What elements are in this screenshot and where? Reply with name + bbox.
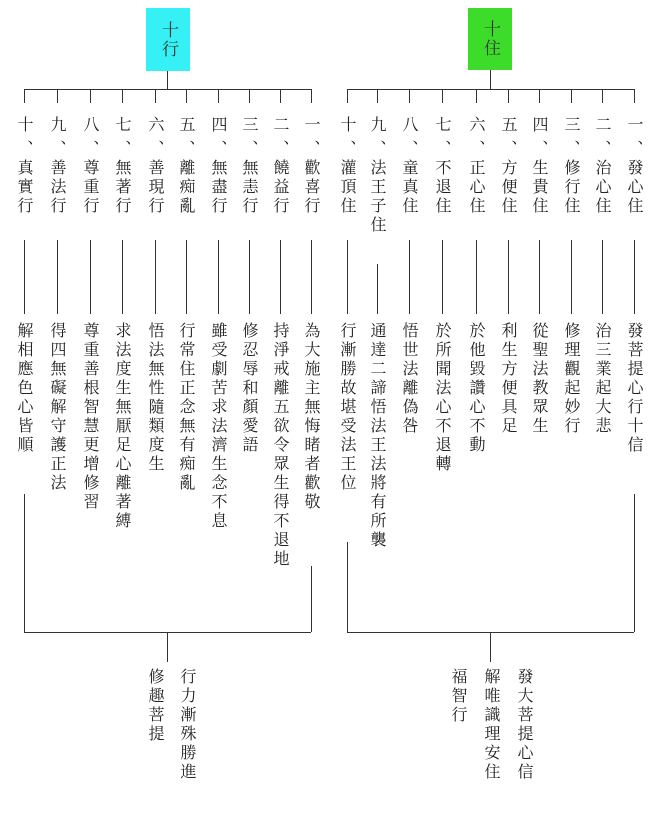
left_group-column-name: 、善法行 [48, 140, 67, 216]
right_group-column-desc: 於所聞法心不退轉 [433, 322, 452, 474]
left_group-column-connector [280, 240, 281, 314]
right_group-top-bracket [347, 89, 634, 90]
left_group-top-tick [24, 89, 25, 103]
left_group-column-number: 五 [177, 116, 196, 135]
left_group-column-connector [122, 240, 123, 314]
right_group-column-connector [508, 240, 509, 314]
left_group-top-tick [155, 89, 156, 103]
left_group-column-name: 、善現行 [146, 140, 165, 216]
right_group-column-desc: 於他毀讚心不動 [467, 322, 486, 455]
left_group-column-desc: 雖受劇苦求法濟生念不息 [209, 322, 228, 531]
right_group-top-tick [476, 89, 477, 103]
right_group-column-connector [476, 240, 477, 314]
left_group-column-desc: 解相應色心皆順 [15, 322, 34, 455]
right_group-top-tick [508, 89, 509, 103]
right_group-top-tick [442, 89, 443, 103]
right_group-column-desc: 利生方便具足 [499, 322, 518, 436]
left_group-column-name: 、歡喜行 [302, 140, 321, 216]
right_group-column-desc: 悟世法離偽咎 [400, 322, 419, 436]
left_group-column-name: 、尊重行 [81, 140, 100, 216]
right_group-column-number: 十 [338, 116, 357, 135]
left_group-column-desc: 求法度生無厭足心離著縛 [113, 322, 132, 531]
left_group-column-desc: 為大施主無悔睹者歡敬 [302, 322, 321, 512]
right_group-column-number: 七 [433, 116, 452, 135]
left_group-summary-text: 行力漸殊勝進 [178, 668, 197, 782]
left_group-column-number: 七 [113, 116, 132, 135]
left_group-column-name: 、無著行 [113, 140, 132, 216]
right_group-column-desc: 修理觀起妙行 [562, 322, 581, 436]
left_group-column-desc: 悟法無性隨類度生 [146, 322, 165, 474]
right_group-column-connector [602, 240, 603, 314]
right_group-column-number: 五 [499, 116, 518, 135]
right_group-column-name: 、治心住 [593, 140, 612, 216]
right_group-column-desc: 治三業起大悲 [593, 322, 612, 436]
left_group-column-connector [186, 240, 187, 314]
right_group-column-desc: 通達二諦悟法王法將有所襲 [368, 322, 387, 550]
right_group-column-desc: 行漸勝故堪受法王位 [338, 322, 357, 493]
left_group-top-tick [122, 89, 123, 103]
left_group-column-desc: 行常住正念無有痴亂 [177, 322, 196, 493]
right_group-top-tick [377, 89, 378, 103]
right_group-column-connector [409, 240, 410, 314]
right_group-top-tick [539, 89, 540, 103]
right_group-column-connector [571, 240, 572, 314]
right_group-summary-connector [490, 632, 491, 662]
left_group-top-tick [218, 89, 219, 103]
right_group-column-name: 、灌頂住 [338, 140, 357, 216]
right_group-bottom-drop [347, 542, 348, 632]
right_group-column-number: 一 [625, 116, 644, 135]
left_group-summary-text: 修趣菩提 [146, 668, 165, 744]
left-group-title: 十行 [146, 8, 190, 71]
left_group-title-connector [167, 71, 168, 89]
right_group-top-tick [634, 89, 635, 103]
left_group-column-desc: 持淨戒離五欲令眾生得不退地 [271, 322, 290, 569]
right_group-bottom-drop [634, 494, 635, 632]
left_group-column-number: 三 [240, 116, 259, 135]
left_group-column-connector [24, 240, 25, 314]
right_group-column-name: 、方便住 [499, 140, 518, 216]
left_group-column-connector [311, 240, 312, 314]
right_group-column-connector [634, 240, 635, 314]
right_group-column-connector [347, 240, 348, 314]
left_group-column-connector [249, 240, 250, 314]
right_group-column-number: 三 [562, 116, 581, 135]
left_group-column-connector [90, 240, 91, 314]
right_group-summary-text: 發大菩提心信 [515, 668, 534, 782]
left_group-bottom-drop [311, 566, 312, 632]
right_group-column-number: 四 [530, 116, 549, 135]
right_group-column-name: 、法王子住 [368, 140, 387, 235]
right_group-column-connector [377, 264, 378, 314]
left_group-summary-connector [167, 632, 168, 662]
left_group-top-bracket [24, 89, 311, 90]
right_group-column-name: 、正心住 [467, 140, 486, 216]
left_group-column-number: 四 [209, 116, 228, 135]
left_group-column-number: 八 [81, 116, 100, 135]
right_group-summary-text: 解唯識理安住 [482, 668, 501, 782]
right_group-column-connector [442, 240, 443, 314]
right_group-column-number: 八 [400, 116, 419, 135]
left_group-column-number: 十 [15, 116, 34, 135]
right-group-title: 十住 [468, 8, 512, 70]
right_group-top-tick [571, 89, 572, 103]
left_group-column-name: 、真實行 [15, 140, 34, 216]
left_group-column-number: 二 [271, 116, 290, 135]
left_group-column-name: 、無盡行 [209, 140, 228, 216]
left_group-column-desc: 得四無礙解守護正法 [48, 322, 67, 493]
right_group-column-number: 二 [593, 116, 612, 135]
left_group-column-name: 、離痴亂 [177, 140, 196, 216]
left_group-column-number: 一 [302, 116, 321, 135]
left_group-top-tick [280, 89, 281, 103]
right_group-top-tick [409, 89, 410, 103]
right_group-column-number: 九 [368, 116, 387, 135]
left_group-top-tick [249, 89, 250, 103]
right_group-top-tick [602, 89, 603, 103]
left_group-column-number: 六 [146, 116, 165, 135]
right_group-column-desc: 從聖法教眾生 [530, 322, 549, 436]
left_group-top-tick [57, 89, 58, 103]
left_group-column-name: 、無恚行 [240, 140, 259, 216]
right_group-top-tick [347, 89, 348, 103]
left_group-bottom-drop [24, 494, 25, 632]
right_group-column-name: 、生貴住 [530, 140, 549, 216]
left_group-column-name: 、饒益行 [271, 140, 290, 216]
right_group-column-name: 、不退住 [433, 140, 452, 216]
left_group-top-tick [311, 89, 312, 103]
right_group-title-connector [490, 70, 491, 89]
right_group-column-name: 、發心住 [625, 140, 644, 216]
left_group-column-connector [57, 240, 58, 314]
left_group-column-connector [218, 240, 219, 314]
right_group-column-name: 、童真住 [400, 140, 419, 216]
left_group-column-desc: 尊重善根智慧更增修習 [81, 322, 100, 512]
right_group-summary-text: 福智行 [449, 668, 468, 725]
right_group-column-number: 六 [467, 116, 486, 135]
left_group-column-connector [155, 240, 156, 314]
right_group-column-connector [539, 240, 540, 314]
left_group-top-tick [186, 89, 187, 103]
left_group-column-number: 九 [48, 116, 67, 135]
left_group-column-desc: 修忍辱和顏愛語 [240, 322, 259, 455]
left_group-top-tick [90, 89, 91, 103]
right_group-column-name: 、修行住 [562, 140, 581, 216]
right_group-column-desc: 發菩提心行十信 [625, 322, 644, 455]
